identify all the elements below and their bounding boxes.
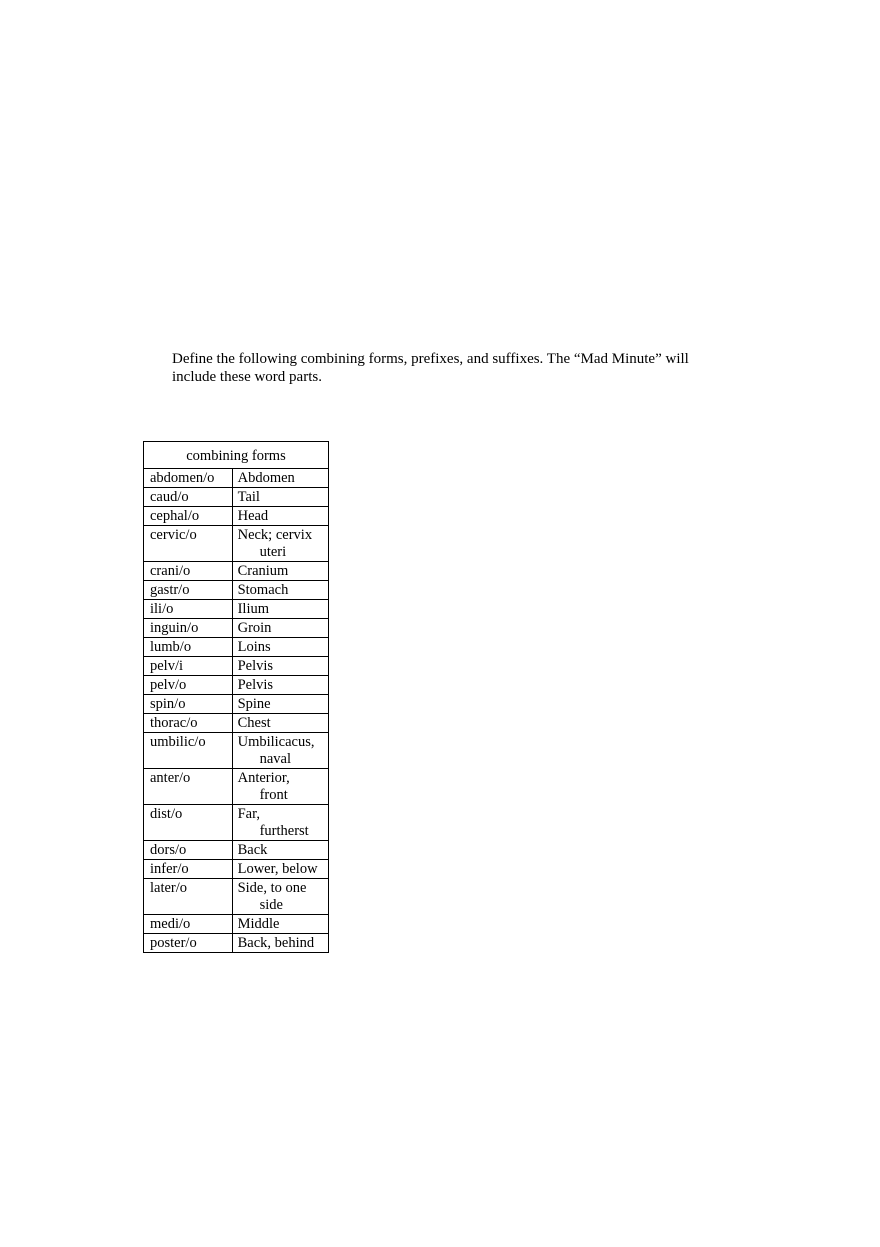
table-row: [144, 714, 329, 733]
table-row: [144, 860, 329, 879]
instructions-line-2: include these word parts.: [172, 369, 322, 385]
term-cell: gastr/o: [144, 581, 233, 600]
definition-line: Loins: [237, 639, 271, 655]
term-cell: pelv/i: [144, 657, 233, 676]
definition-cell: [232, 657, 328, 676]
term-cell: crani/o: [144, 562, 233, 581]
definition-line: Anterior,: [237, 770, 290, 786]
definition-line: naval: [259, 751, 291, 767]
table-row: [144, 562, 329, 581]
definition-line: Back, behind: [237, 935, 315, 951]
table-row: [144, 469, 329, 488]
definition-cell: [232, 695, 328, 714]
definition-cell: [232, 934, 328, 953]
definition-line: Stomach: [237, 582, 289, 598]
definition-line: uteri: [259, 544, 287, 560]
term-cell: lumb/o: [144, 638, 233, 657]
term-cell: umbilic/o: [144, 733, 233, 769]
definition-line: Groin: [237, 620, 272, 636]
term-cell: dors/o: [144, 841, 233, 860]
definition-line: Pelvis: [237, 677, 274, 693]
definition-cell: [232, 805, 328, 841]
definition-line: Lower, below: [237, 861, 318, 877]
table-row: [144, 619, 329, 638]
term-cell: inguin/o: [144, 619, 233, 638]
term-cell: cervic/o: [144, 526, 233, 562]
table-row: [144, 507, 329, 526]
definition-cell: [232, 733, 328, 769]
definition-line: Cranium: [237, 563, 289, 579]
definition-cell: [232, 841, 328, 860]
definition-cell: [232, 507, 328, 526]
table-row: [144, 526, 329, 562]
table-row: [144, 676, 329, 695]
table-row: [144, 657, 329, 676]
term-cell: caud/o: [144, 488, 233, 507]
table-row: [144, 733, 329, 769]
instructions-line-1: Define the following combining forms, prefixes, and suffixes. The “Mad Minute” will: [172, 351, 689, 367]
table-row: [144, 879, 329, 915]
table-row: [144, 841, 329, 860]
combining-forms-table: [143, 441, 329, 953]
definition-cell: [232, 915, 328, 934]
definition-cell: [232, 638, 328, 657]
table-row: [144, 638, 329, 657]
definition-line: Back: [237, 842, 268, 858]
definition-line: Neck; cervix: [237, 527, 313, 543]
definition-line: Ilium: [237, 601, 270, 617]
table-row: [144, 600, 329, 619]
definition-cell: [232, 526, 328, 562]
table-body: [144, 469, 329, 953]
term-cell: dist/o: [144, 805, 233, 841]
definition-cell: [232, 600, 328, 619]
table-row: [144, 805, 329, 841]
term-cell: spin/o: [144, 695, 233, 714]
definition-line: Spine: [237, 696, 271, 712]
definition-line: Side, to one: [237, 880, 307, 896]
definition-line: Head: [237, 508, 269, 524]
table-caption: combining forms: [144, 442, 329, 469]
definition-cell: [232, 769, 328, 805]
term-cell: poster/o: [144, 934, 233, 953]
table-row: [144, 769, 329, 805]
definition-line: Umbilicacus,: [237, 734, 315, 750]
term-cell: later/o: [144, 879, 233, 915]
definition-cell: [232, 860, 328, 879]
term-cell: pelv/o: [144, 676, 233, 695]
definition-cell: [232, 488, 328, 507]
term-cell: ili/o: [144, 600, 233, 619]
definition-line: side: [259, 897, 283, 913]
definition-cell: [232, 619, 328, 638]
definition-line: Middle: [237, 916, 280, 932]
term-cell: abdomen/o: [144, 469, 233, 488]
table-row: [144, 488, 329, 507]
table-row: [144, 934, 329, 953]
definition-line: Abdomen: [237, 470, 295, 486]
term-cell: cephal/o: [144, 507, 233, 526]
term-cell: anter/o: [144, 769, 233, 805]
table-row: [144, 695, 329, 714]
term-cell: infer/o: [144, 860, 233, 879]
instructions-paragraph: [172, 350, 712, 386]
definition-cell: [232, 581, 328, 600]
definition-cell: [232, 879, 328, 915]
definition-line: Far,: [237, 806, 260, 822]
definition-line: Chest: [237, 715, 271, 731]
definition-line: front: [259, 787, 288, 803]
term-cell: medi/o: [144, 915, 233, 934]
definition-cell: [232, 714, 328, 733]
definition-line: Pelvis: [237, 658, 274, 674]
definition-cell: [232, 562, 328, 581]
definition-line: furtherst: [259, 823, 309, 839]
term-cell: thorac/o: [144, 714, 233, 733]
definition-cell: [232, 469, 328, 488]
table-row: [144, 915, 329, 934]
table-row: [144, 581, 329, 600]
definition-cell: [232, 676, 328, 695]
definition-line: Tail: [237, 489, 260, 505]
